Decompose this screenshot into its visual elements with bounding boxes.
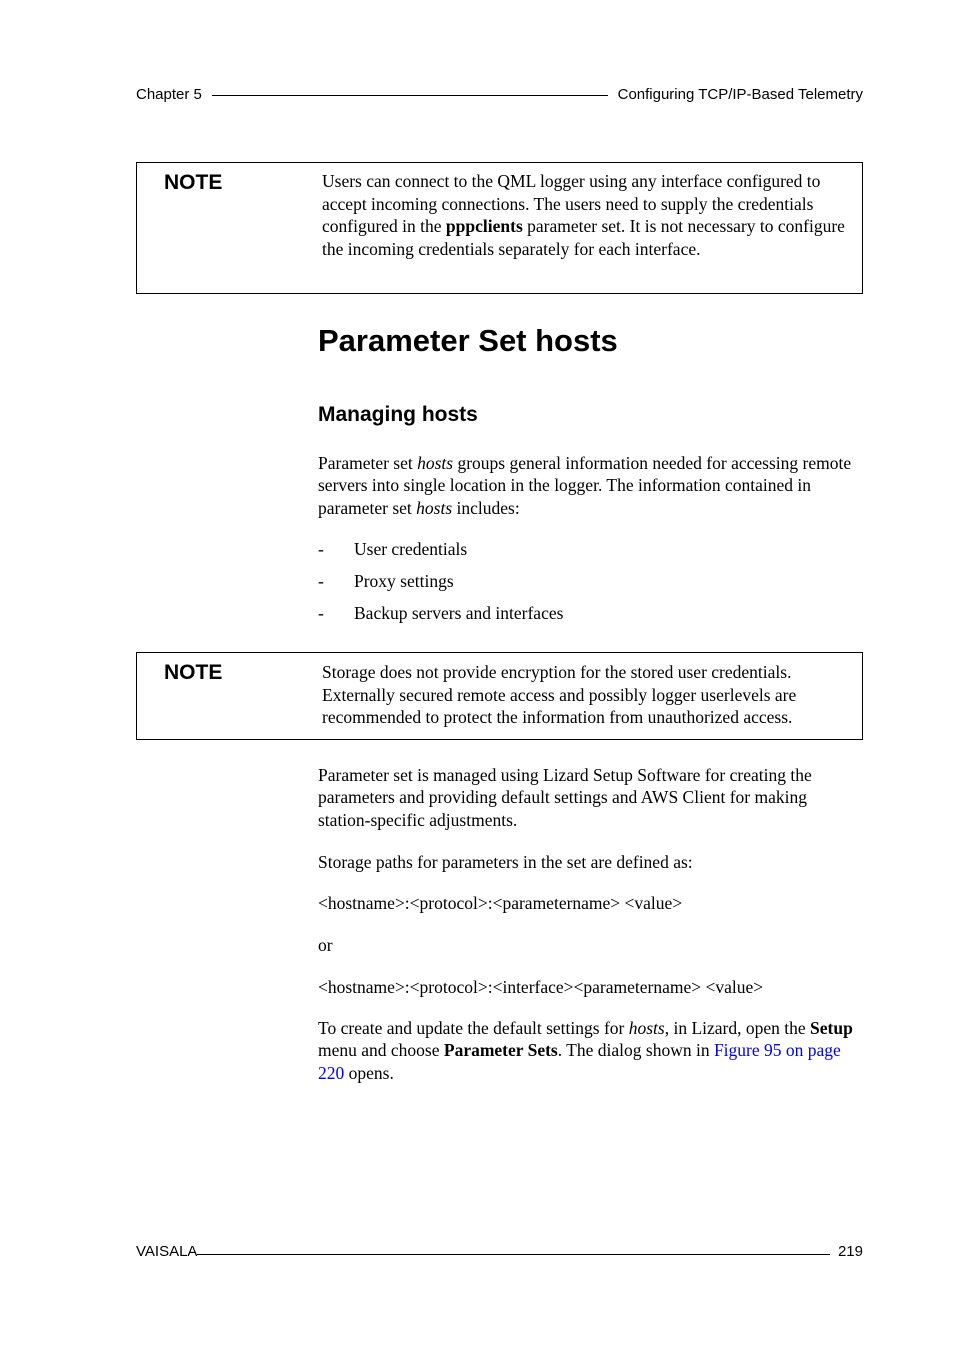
note-text: Storage does not provide encryption for the stored user credentials. Externally secured remote access and possibly logger userlevels are recommended to protect the information from unauthorized access. [322, 662, 797, 727]
page-footer [136, 1243, 863, 1260]
note-text: Users can connect to the QML logger using any interface configured to accept incoming connections. The users need to supply the credentials configured in the pppclients parameter set. It is not necessary to configure the incoming credentials separately for each interface. [322, 171, 845, 259]
paths-paragraph: Storage paths for parameters in the set are defined as: [318, 852, 693, 872]
page-header [136, 86, 863, 106]
header-rule [212, 95, 608, 96]
section-title: Configuring TCP/IP-Based Telemetry [617, 86, 863, 103]
or-text: or [318, 935, 333, 955]
note-label: NOTE [164, 661, 223, 684]
pppclients-term: pppclients [445, 216, 523, 236]
setup-menu-term: Setup [810, 1018, 853, 1038]
figure-reference-link[interactable]: Figure 95 on page 220 [318, 1040, 841, 1083]
footer-rule [197, 1254, 830, 1255]
page-title: Parameter Set hosts [318, 323, 618, 358]
parameter-sets-term: Parameter Sets [443, 1040, 558, 1061]
chapter-label: Chapter 5 [136, 86, 202, 103]
final-paragraph: To create and update the default settings for hosts, in Lizard, open the Setup menu and choose Parameter Sets. The dialog shown in Figure 95 on page 220 opens. [318, 1018, 853, 1083]
note-label: NOTE [164, 171, 223, 194]
storage-path-1: <hostname>:<protocol>:<parametername> <value> [318, 893, 683, 913]
storage-path-2: <hostname>:<protocol>:<interface><parametername> <value> [318, 977, 764, 997]
intro-paragraph: Parameter set hosts groups general information needed for accessing remote servers into single location in the logger. The information contained in parameter set hosts includes: [318, 453, 852, 518]
section-heading: Managing hosts [318, 403, 478, 426]
company-name: VAISALA [136, 1243, 198, 1260]
note-box-connections [136, 162, 863, 294]
note-box-storage [136, 652, 863, 740]
managed-paragraph: Parameter set is managed using Lizard Setup Software for creating the parameters and providing default settings and AWS Client for making station-specific adjustments. [318, 765, 812, 830]
page-number: 219 [837, 1243, 863, 1260]
